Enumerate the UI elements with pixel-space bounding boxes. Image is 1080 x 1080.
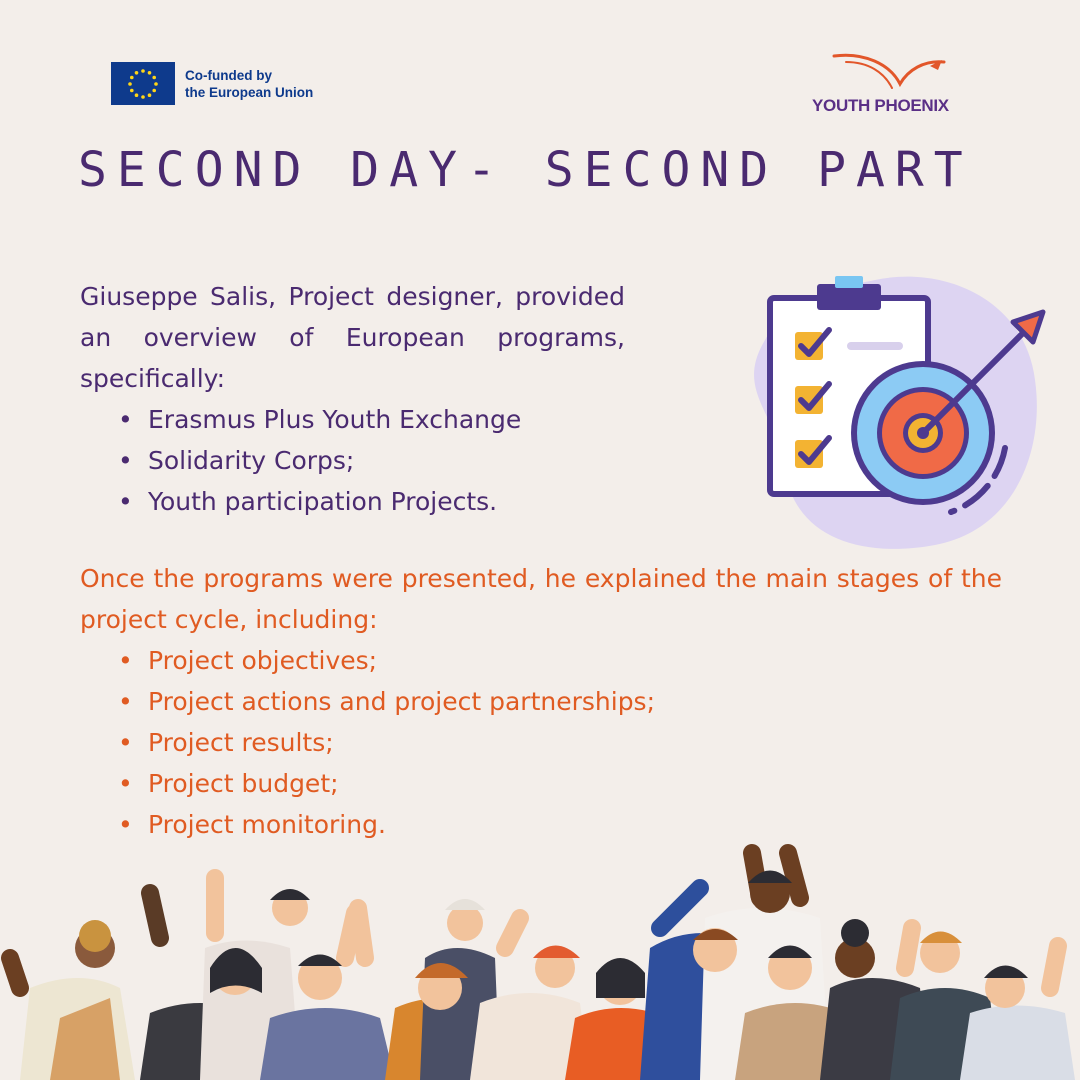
program-list	[80, 399, 625, 522]
eu-text-line1: Co-funded by	[185, 67, 272, 83]
list-item: • Project objectives;	[80, 640, 1002, 681]
cycle-section	[80, 558, 1002, 845]
intro-paragraph: Giuseppe Salis, Project designer, provided an overview of European programs, specifically:	[80, 282, 625, 393]
brand-name: YOUTH PHOENIX	[812, 96, 949, 115]
list-item: • Project monitoring.	[80, 804, 1002, 845]
cycle-paragraph: Once the programs were presented, he explained the main stages of the project cycle, including:	[80, 564, 1002, 634]
stage-list	[80, 640, 1002, 845]
list-item: • Project actions and project partnerships;	[80, 681, 1002, 722]
page-title: SECOND DAY- SECOND PART	[78, 142, 973, 198]
list-item: • Project results;	[80, 722, 1002, 763]
eu-cofunded-logo	[111, 62, 313, 105]
list-item: • Youth participation Projects.	[80, 481, 625, 522]
crowd-illustration	[0, 838, 1080, 1080]
eu-text-line2: the European Union	[185, 84, 314, 100]
youth-phoenix-logo	[812, 50, 962, 120]
intro-section	[80, 276, 625, 522]
list-item: • Solidarity Corps;	[80, 440, 625, 481]
phoenix-logo-icon	[812, 50, 962, 98]
eu-flag-icon	[111, 62, 175, 105]
list-item: • Erasmus Plus Youth Exchange	[80, 399, 625, 440]
checklist-target-icon	[725, 270, 1055, 555]
list-item: • Project budget;	[80, 763, 1002, 804]
